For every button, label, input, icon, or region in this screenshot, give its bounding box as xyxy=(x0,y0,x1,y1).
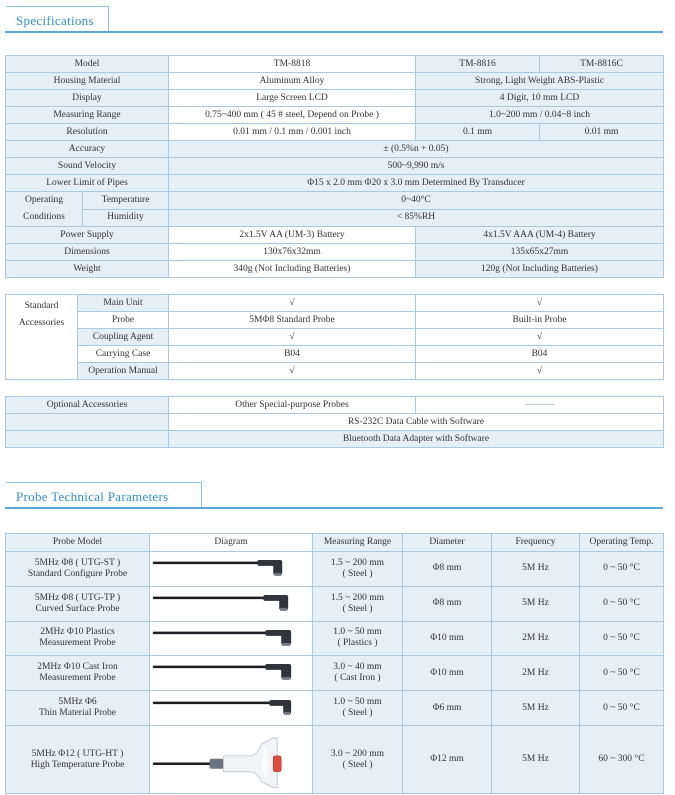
spec-value: 0.01 mm / 0.1 mm / 0.001 inch xyxy=(169,124,416,141)
spec-row-humidity xyxy=(6,209,664,227)
spec-row-power xyxy=(6,227,664,244)
probe-model-line2: Curved Surface Probe xyxy=(35,603,120,614)
spec-label: Weight xyxy=(6,261,169,278)
accessory-value: √ xyxy=(169,295,416,312)
probe-diameter: Φ8 mm xyxy=(403,586,492,621)
accessory-value: √ xyxy=(169,329,416,346)
spec-label: Power Supply xyxy=(6,227,169,244)
probe-range-line1: 1.5 ~ 200 mm xyxy=(330,557,385,568)
probe-range-line2: ( Steel ) xyxy=(342,603,373,614)
probe-range-line2: ( Plastics ) xyxy=(337,638,378,649)
probe-model xyxy=(6,656,150,691)
probe-model-line1: 5MHz Φ8 ( UTG-TP ) xyxy=(34,592,121,603)
spec-label: Sound Velocity xyxy=(6,158,169,175)
probe-diameter: Φ10 mm xyxy=(403,621,492,656)
probe-model-line1: 5MHz Φ12 ( UTG-HT ) xyxy=(31,748,124,759)
angled-probe-icon xyxy=(150,691,312,725)
spec-value: TM-8818 xyxy=(169,56,416,73)
probe-frequency: 2M Hz xyxy=(492,656,580,691)
probe-diagram xyxy=(150,656,313,691)
probe-range-line2: ( Steel ) xyxy=(342,708,373,719)
probe-temp: 60 ~ 300 °C xyxy=(580,725,664,794)
spec-value: 0.75~400 mm ( 45 # steel, Depend on Probe ) xyxy=(169,107,416,124)
optional-item: Other Special-purpose Probes xyxy=(169,397,416,414)
probe-header: Operating Temp. xyxy=(580,534,664,552)
spec-row-pipes xyxy=(6,175,664,192)
probe-model xyxy=(6,621,150,656)
spec-value: 130x76x32mm xyxy=(169,244,416,261)
probe-model xyxy=(6,725,150,794)
probe-diameter: Φ12 mm xyxy=(403,725,492,794)
angled-probe-icon xyxy=(150,587,312,621)
spec-row-display xyxy=(6,90,664,107)
probe-frequency: 5M Hz xyxy=(492,586,580,621)
probe-header: Frequency xyxy=(492,534,580,552)
accessory-row xyxy=(6,295,664,312)
optional-accessories-label: Optional Accessories xyxy=(6,397,169,414)
probe-temp: 0 ~ 50 °C xyxy=(580,691,664,726)
accessory-value: √ xyxy=(416,329,664,346)
spec-value: Φ15 x 2.0 mm Φ20 x 3.0 mm Determined By Transducer xyxy=(169,175,664,192)
probe-range xyxy=(313,656,403,691)
accessory-value: Built-in Probe xyxy=(416,312,664,329)
optional-row xyxy=(6,431,664,448)
probe-range-line1: 1.0 ~ 50 mm xyxy=(333,627,382,638)
spec-label: Lower Limit of Pipes xyxy=(6,175,169,192)
accessory-row xyxy=(6,346,664,363)
probe-row xyxy=(6,725,664,794)
spec-value: Strong, Light Weight ABS-Plastic xyxy=(416,73,664,90)
probe-model xyxy=(6,691,150,726)
accessories-label-line2: Accessories xyxy=(18,318,65,328)
spec-row-housing xyxy=(6,73,664,90)
spec-value: 0.01 mm xyxy=(540,124,664,141)
probe-diagram xyxy=(150,691,313,726)
standard-accessories-table xyxy=(5,294,664,380)
accessory-name: Operation Manual xyxy=(78,363,169,380)
spec-value: 0.1 mm xyxy=(416,124,540,141)
spec-value: 120g (Not Including Batteries) xyxy=(416,261,664,278)
probe-header: Diagram xyxy=(150,534,313,552)
accessory-row xyxy=(6,312,664,329)
optional-blank-cell xyxy=(6,431,169,448)
probe-range-line1: 1.0 ~ 50 mm xyxy=(333,697,382,708)
spec-value: Large Screen LCD xyxy=(169,90,416,107)
spec-row-dimensions xyxy=(6,244,664,261)
spec-value: 0~40°C xyxy=(169,192,664,210)
probe-frequency: 5M Hz xyxy=(492,725,580,794)
probe-params-title-rule xyxy=(5,507,663,509)
probe-temp: 0 ~ 50 °C xyxy=(580,552,664,587)
spec-row-range xyxy=(6,107,664,124)
spec-value: 1.0~200 mm / 0.04~8 inch xyxy=(416,107,664,124)
probe-model-line2: High Temperature Probe xyxy=(30,759,125,770)
spec-value: Aluminum Alloy xyxy=(169,73,416,90)
spec-row-accuracy xyxy=(6,141,664,158)
probe-model-line2: Measurement Probe xyxy=(39,638,116,649)
probe-range-line2: ( Steel ) xyxy=(342,759,373,770)
probe-range xyxy=(313,552,403,587)
probe-parameters-table xyxy=(5,533,664,794)
probe-diagram xyxy=(150,552,313,587)
probe-temp: 0 ~ 50 °C xyxy=(580,586,664,621)
spec-row-model xyxy=(6,56,664,73)
spec-row-weight xyxy=(6,261,664,278)
spec-label: Accuracy xyxy=(6,141,169,158)
probe-model-line1: 2MHz Φ10 Cast Iron xyxy=(37,662,118,673)
spec-label: Humidity xyxy=(83,209,169,227)
accessory-value: B04 xyxy=(169,346,416,363)
spec-value: ± (0.5%n + 0.05) xyxy=(169,141,664,158)
probe-model-line1: 5MHz Φ6 xyxy=(58,697,97,708)
probe-range xyxy=(313,621,403,656)
probe-header: Measuring Range xyxy=(313,534,403,552)
spec-value: 500~9,990 m/s xyxy=(169,158,664,175)
specifications-table xyxy=(5,55,664,278)
probe-diameter: Φ6 mm xyxy=(403,691,492,726)
probe-frequency: 2M Hz xyxy=(492,621,580,656)
spec-label: Measuring Range xyxy=(6,107,169,124)
probe-row xyxy=(6,691,664,726)
optional-item: Bluetooth Data Adapter with Software xyxy=(169,431,664,448)
probe-range-line1: 1.5 ~ 200 mm xyxy=(330,592,385,603)
probe-diagram xyxy=(150,621,313,656)
spec-value: 340g (Not Including Batteries) xyxy=(169,261,416,278)
probe-temp: 0 ~ 50 °C xyxy=(580,656,664,691)
probe-header: Probe Model xyxy=(6,534,150,552)
accessory-name: Main Unit xyxy=(78,295,169,312)
spec-row-velocity xyxy=(6,158,664,175)
spec-value: 135x65x27mm xyxy=(416,244,664,261)
operating-label-line2: Conditions xyxy=(23,212,65,222)
spec-value: 2x1.5V AA (UM-3) Battery xyxy=(169,227,416,244)
probe-frequency: 5M Hz xyxy=(492,691,580,726)
probe-row xyxy=(6,656,664,691)
spec-label: Temperature xyxy=(83,192,169,210)
probe-model-line1: 5MHz Φ8 ( UTG-ST ) xyxy=(34,557,121,568)
spec-label: Dimensions xyxy=(6,244,169,261)
spec-value: < 85%RH xyxy=(169,209,664,227)
probe-model-line2: Standard Configure Probe xyxy=(27,568,128,579)
accessory-value: √ xyxy=(416,363,664,380)
probe-params-title: Probe Technical Parameters xyxy=(6,482,202,509)
accessory-value: 5MΦ8 Standard Probe xyxy=(169,312,416,329)
spec-label: Model xyxy=(6,56,169,73)
probe-range-line2: ( Cast Iron ) xyxy=(334,673,381,684)
probe-model xyxy=(6,552,150,587)
probe-diagram xyxy=(150,586,313,621)
accessory-name: Coupling Agent xyxy=(78,329,169,346)
specifications-title: Specifications xyxy=(6,6,109,33)
specifications-title-rule xyxy=(5,31,663,33)
spec-value: 4 Digit, 10 mm LCD xyxy=(416,90,664,107)
spec-label: Resolution xyxy=(6,124,169,141)
spec-row-temperature xyxy=(6,192,664,210)
standard-accessories-label xyxy=(6,295,78,380)
probe-temp: 0 ~ 50 °C xyxy=(580,621,664,656)
spec-label: Display xyxy=(6,90,169,107)
accessories-label-line1: Standard xyxy=(24,301,59,311)
probe-range-line1: 3.0 ~ 40 mm xyxy=(333,662,382,673)
angled-probe-icon xyxy=(150,552,312,586)
probe-row xyxy=(6,552,664,587)
accessory-row xyxy=(6,363,664,380)
probe-row xyxy=(6,586,664,621)
probe-diagram xyxy=(150,725,313,794)
spec-value: 4x1.5V AAA (UM-4) Battery xyxy=(416,227,664,244)
spec-value: TM-8816 xyxy=(416,56,540,73)
probe-range xyxy=(313,586,403,621)
accessory-name: Probe xyxy=(78,312,169,329)
operating-label-line1: Operating xyxy=(25,195,63,205)
operating-conditions-label xyxy=(6,192,83,227)
probe-model-line1: 2MHz Φ10 Plastics xyxy=(40,627,115,638)
accessory-value: √ xyxy=(416,295,664,312)
high-temp-probe-icon xyxy=(150,726,312,794)
accessory-value: B04 xyxy=(416,346,664,363)
probe-header-row xyxy=(6,534,664,552)
accessory-value: √ xyxy=(169,363,416,380)
probe-diameter: Φ8 mm xyxy=(403,552,492,587)
probe-frequency: 5M Hz xyxy=(492,552,580,587)
probe-header: Diameter xyxy=(403,534,492,552)
optional-row xyxy=(6,414,664,431)
probe-model-line2: Thin Material Probe xyxy=(38,708,117,719)
optional-accessories-table xyxy=(5,396,664,448)
probe-range xyxy=(313,691,403,726)
optional-dash: ——— xyxy=(416,397,664,414)
probe-row xyxy=(6,621,664,656)
accessory-row xyxy=(6,329,664,346)
spec-label: Housing Material xyxy=(6,73,169,90)
probe-range-line2: ( Steel ) xyxy=(342,568,373,579)
angled-probe-icon xyxy=(150,656,312,690)
probe-diameter: Φ10 mm xyxy=(403,656,492,691)
probe-range-line1: 3.0 ~ 200 mm xyxy=(330,748,385,759)
angled-probe-icon xyxy=(150,622,312,656)
probe-range xyxy=(313,725,403,794)
optional-row xyxy=(6,397,664,414)
optional-blank-cell xyxy=(6,414,169,431)
accessory-name: Carrying Case xyxy=(78,346,169,363)
spec-value: TM-8816C xyxy=(540,56,664,73)
spec-row-resolution xyxy=(6,124,664,141)
optional-item: RS-232C Data Cable with Software xyxy=(169,414,664,431)
probe-model xyxy=(6,586,150,621)
probe-model-line2: Measurement Probe xyxy=(39,673,116,684)
